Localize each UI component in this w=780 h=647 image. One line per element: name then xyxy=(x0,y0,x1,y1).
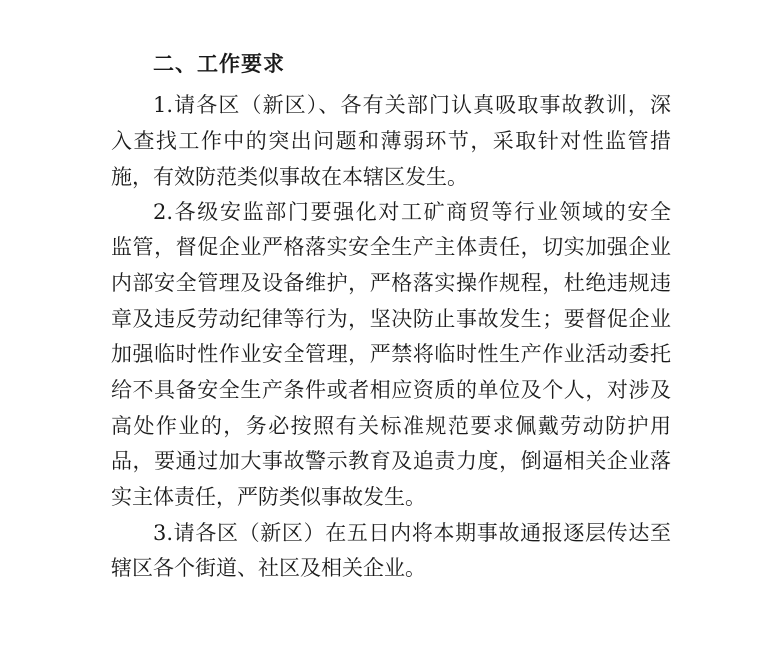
paragraph-3-line-2: 辖区各个街道、社区及相关企业。 xyxy=(111,556,426,580)
paragraph-2-line-2: 监管，督促企业严格落实安全生产主体责任，切实加强企业 xyxy=(111,235,671,259)
paragraph-2-line-4: 章及违反劳动纪律等行为，坚决防止事故发生；要督促企业 xyxy=(111,307,671,331)
paragraph-2-line-7: 高处作业的，务必按照有关标准规范要求佩戴劳动防护用 xyxy=(111,414,671,438)
paragraph-2-line-5: 加强临时性作业安全管理，严禁将临时性生产作业活动委托 xyxy=(111,342,671,366)
paragraph-2-line-1: 2.各级安监部门要强化对工矿商贸等行业领域的安全 xyxy=(153,200,671,224)
paragraph-2-line-9: 实主体责任，严防类似事故发生。 xyxy=(111,485,426,509)
paragraph-2-line-6: 给不具备安全生产条件或者相应资质的单位及个人，对涉及 xyxy=(111,378,671,402)
paragraph-1-line-2: 入查找工作中的突出问题和薄弱环节，采取针对性监管措 xyxy=(111,129,671,153)
section-heading: 二、工作要求 xyxy=(153,52,285,76)
paragraph-3-line-1: 3.请各区（新区）在五日内将本期事故通报逐层传达至 xyxy=(153,521,671,545)
paragraph-2-line-8: 品，要通过加大事故警示教育及追责力度，倒逼相关企业落 xyxy=(111,449,671,473)
paragraph-1-line-1: 1.请各区（新区）、各有关部门认真吸取事故教训，深 xyxy=(153,93,671,117)
paragraph-1-line-3: 施，有效防范类似事故在本辖区发生。 xyxy=(111,165,468,189)
paragraph-2-line-3: 内部安全管理及设备维护，严格落实操作规程，杜绝违规违 xyxy=(111,271,671,295)
